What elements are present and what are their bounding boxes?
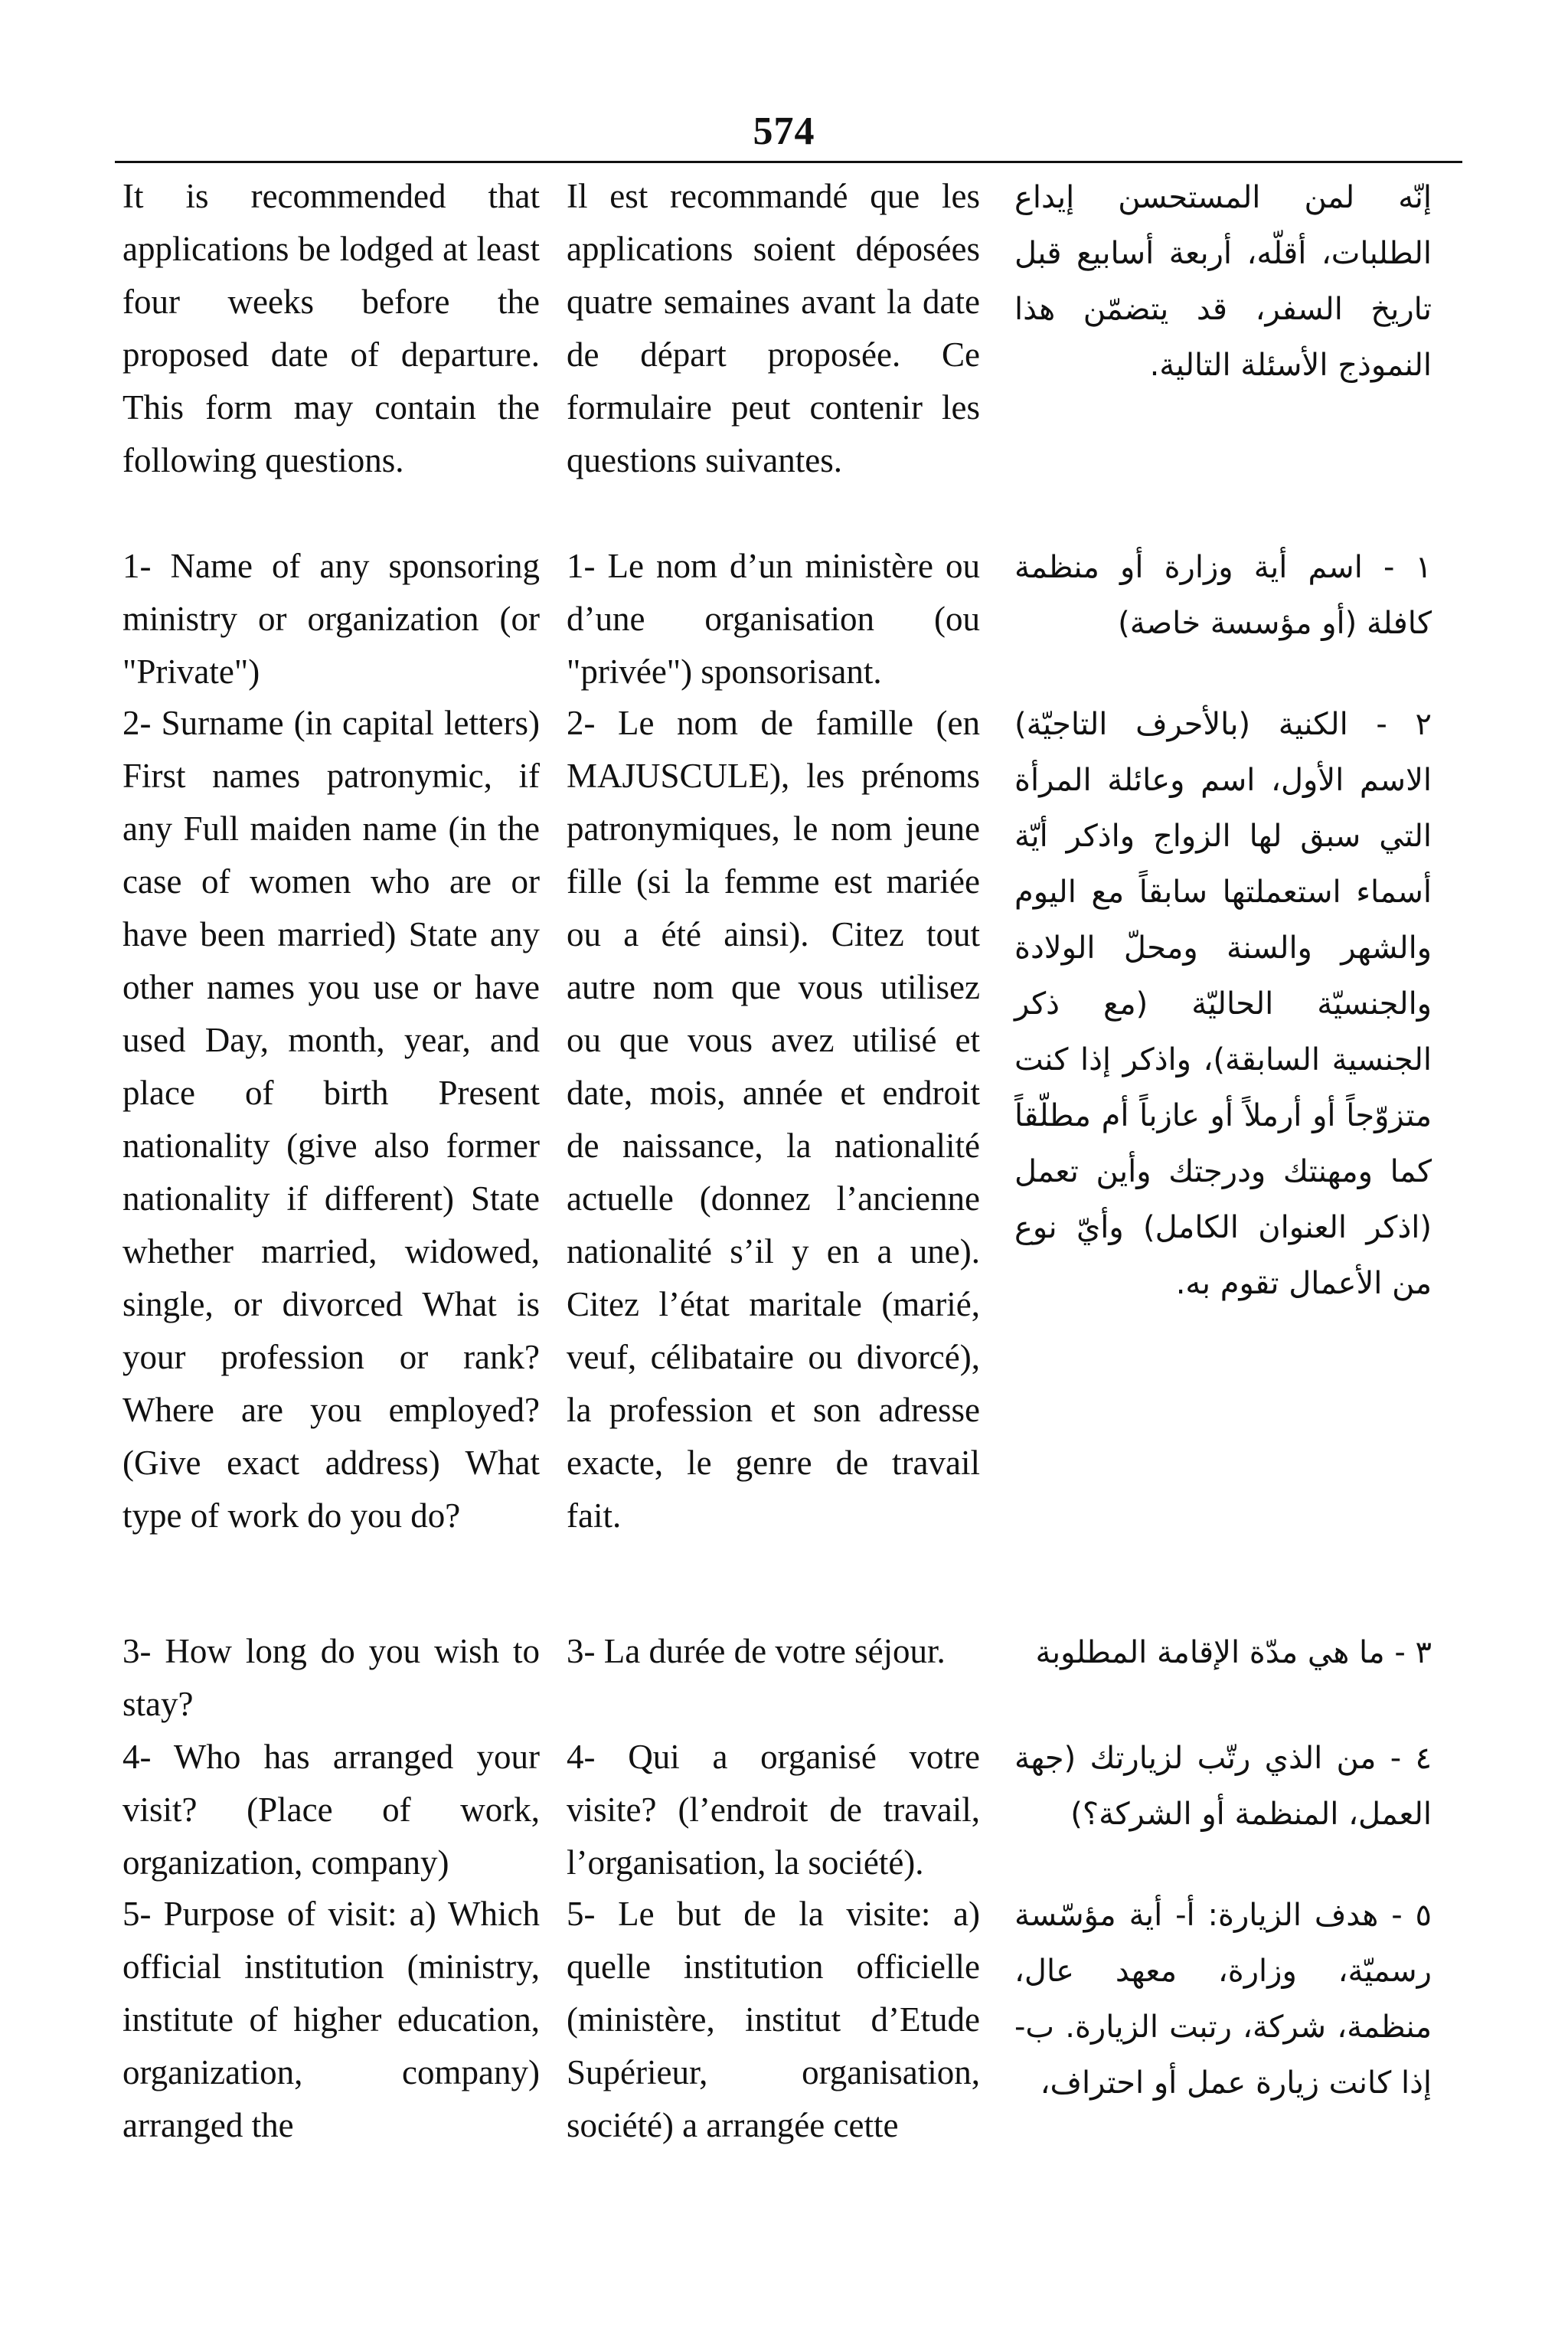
french-text: Il est recommandé que les applications soient déposées quatre semaines avant la date de départ proposée. Ce formulaire peut contenir les questions suivantes. (567, 177, 980, 479)
english-text: 3- How long do you wish to stay? (122, 1632, 540, 1723)
french-text: 4- Qui a organisé votre visite? (l’endroit de travail, l’organisation, la société). (567, 1738, 980, 1882)
arabic-text: ٤ - من الذي رتّب لزيارتك (جهة العمل، المنظمة أو الشركة؟) (1014, 1741, 1432, 1832)
english-text: It is recommended that applications be lodged at least four weeks before the proposed date of departure. This form may contain the following questions. (122, 177, 540, 479)
english-text: 5- Purpose of visit: a) Which official institution (ministry, institute of higher education, organization, company) arranged the (122, 1895, 540, 2144)
english-text: 4- Who has arranged your visit? (Place of work, organization, company) (122, 1738, 540, 1882)
arabic-text: ١ - اسم أية وزارة أو منظمة كافلة (أو مؤسسة خاصة) (1014, 550, 1432, 641)
header-rule (115, 161, 1462, 163)
arabic-text: إنّه لمن المستحسن إيداع الطلبات، أقلّه، أربعة أسابيع قبل تاريخ السفر، قد يتضمّن هذا النموذج الأسئلة التالية. (1014, 180, 1432, 383)
arabic-text: ٢ - الكنية (بالأحرف التاجيّة) الاسم الأول، اسم وعائلة المرأة التي سبق لها الزواج واذكر أيّة أسماء استعملتها سابقاً مع اليوم والشهر والسنة ومحلّ الولادة والجنسيّة الحاليّة (مع ذكر الجنسية السابقة)، واذكر إذا كنت متزوّجاً أو أرملاً أو عازباً أم مطلّقاً كما ومهنتك ودرجتك وأين تعمل (اذكر العنوان الكامل) وأيّ نوع من الأعمال تقوم به. (1014, 707, 1432, 1301)
french-text: 5- Le but de la visite: a) quelle institution officielle (ministère, institut d’Etude Supérieur, organisation, société) a arrangée cette (567, 1895, 980, 2144)
french-text: 3- La durée de votre séjour. (567, 1632, 946, 1670)
english-text: 1- Name of any sponsoring ministry or organization (or "Private") (122, 547, 540, 691)
french-text: 1- Le nom d’un ministère ou d’une organisation (ou "privée") sponsorisant. (567, 547, 980, 691)
arabic-text: ٣ - ما هي مدّة الإقامة المطلوبة (1035, 1635, 1432, 1670)
page-number: 574 (753, 110, 815, 153)
english-text: 2- Surname (in capital letters) First names patronymic, if any Full maiden name (in the case of women who are or have been married) State any other names you use or have used Day, month, year, and place of birth Present nationality (give also former nationality if different) State whether married, widowed, single, or divorced What is your profession or rank? Where are you employed? (Give exact address) What type of work do you do? (122, 704, 540, 1535)
arabic-text: ٥ - هدف الزيارة: أ- أية مؤسّسة رسميّة، وزارة، معهد عال، منظمة، شركة، رتبت الزيارة. ب- إذا كانت زيارة عمل أو احتراف، (1014, 1898, 1432, 2101)
french-text: 2- Le nom de famille (en MAJUSCULE), les prénoms patronymiques, le nom jeune fille (si la femme est mariée ou a été ainsi). Citez tout autre nom que vous utilisez ou que vous avez utilisé et date, mois, année et endroit de naissance, la nationalité actuelle (donnez l’ancienne nationalité s’il y en a une). Citez l’état maritale (marié, veuf, célibataire ou divorcé), la profession et son adresse exacte, le genre de travail fait. (567, 704, 980, 1535)
